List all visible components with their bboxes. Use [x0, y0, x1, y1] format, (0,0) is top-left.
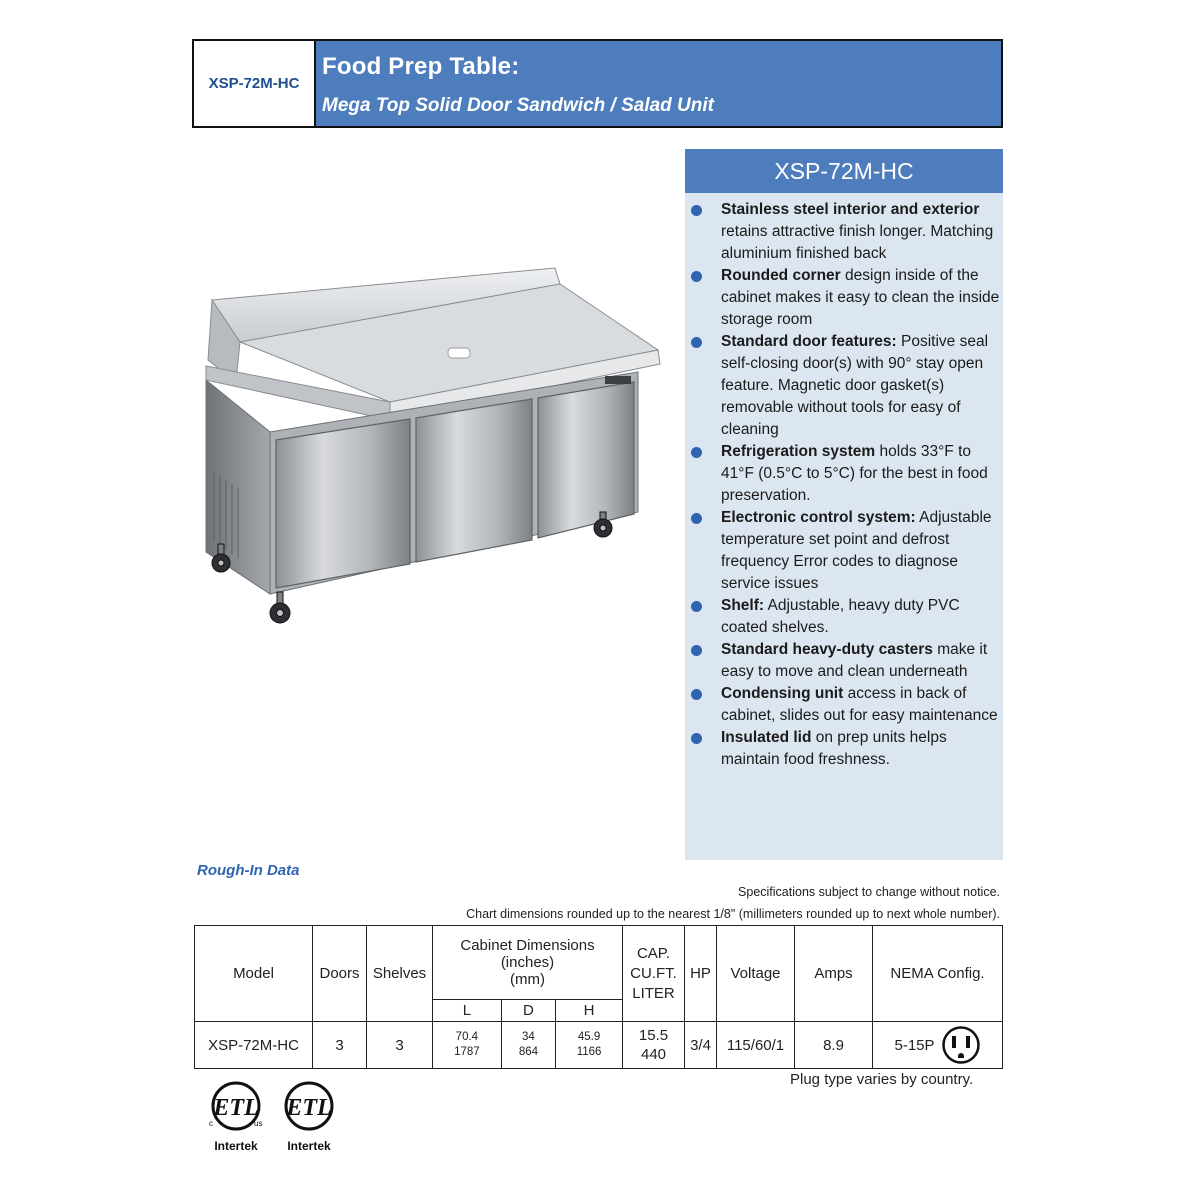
etl-c-label: c: [209, 1119, 213, 1128]
capacity-cuft: 15.5: [638, 1027, 669, 1044]
capacity-cuft-label: CU.FT.: [630, 964, 677, 982]
feature-item: [685, 199, 1001, 265]
page-subtitle: Mega Top Solid Door Sandwich / Salad Unit: [322, 95, 714, 116]
page-title: Food Prep Table:: [322, 53, 520, 80]
length-mm: 1787: [454, 1046, 480, 1058]
capacity-liter: 440: [640, 1046, 667, 1063]
etl-mark-2: ETL: [286, 1095, 332, 1121]
feature-heading: Condensing unit: [721, 685, 844, 702]
plug-type-note: Plug type varies by country.: [790, 1071, 974, 1088]
feature-heading: Shelf:: [721, 597, 765, 614]
col-capacity: [623, 926, 685, 1022]
col-voltage: Voltage: [717, 926, 795, 1022]
length-inches: 70.4: [455, 1031, 479, 1043]
features-heading: XSP-72M-HC: [685, 149, 1003, 193]
feature-heading: Rounded corner: [721, 267, 841, 284]
prep-table-illustration: [200, 262, 670, 634]
cabinet-dimensions-label: Cabinet Dimensions: [460, 937, 595, 954]
height-inches: 45.9: [577, 1031, 601, 1043]
bullet-icon: [691, 733, 702, 744]
capacity-label: CAP.: [636, 944, 671, 962]
bullet-icon: [691, 689, 702, 700]
cell-voltage: 115/60/1: [717, 1022, 795, 1069]
header-title-block: [316, 41, 1001, 126]
feature-text: Positive seal self-closing door(s) with 90° stay open feature. Magnetic door gasket(s) removable without tools for easy of cleaning: [721, 333, 989, 438]
cell-hp: 3/4: [685, 1022, 717, 1069]
bullet-icon: [691, 337, 702, 348]
col-d: D: [501, 1000, 555, 1022]
nema-5-15p-plug-icon: [941, 1025, 981, 1065]
cell-doors: 3: [313, 1022, 367, 1069]
bullet-icon: [691, 601, 702, 612]
cell-shelves: 3: [367, 1022, 433, 1069]
cell-model: XSP-72M-HC: [195, 1022, 313, 1069]
cell-nema: [873, 1022, 1003, 1069]
feature-item: [685, 265, 1001, 331]
feature-heading: Refrigeration system: [721, 443, 876, 460]
cell-amps: 8.9: [795, 1022, 873, 1069]
feature-item: [685, 595, 1001, 639]
col-model: Model: [195, 926, 313, 1022]
col-h: H: [556, 1000, 623, 1022]
cell-depth: [501, 1022, 555, 1069]
feature-text: retains attractive finish longer. Matching aluminium finished back: [721, 223, 994, 262]
header-model-number: XSP-72M-HC: [194, 41, 316, 126]
col-cabinet-dimensions: [433, 926, 623, 1000]
col-amps: Amps: [795, 926, 873, 1022]
features-panel: [685, 149, 1003, 860]
feature-item: [685, 683, 1001, 727]
cabinet-dimensions-mm: (mm): [510, 971, 545, 988]
nema-config-value: 5-15P: [894, 1036, 935, 1054]
feature-item: [685, 507, 1001, 595]
feature-heading: Insulated lid: [721, 729, 812, 746]
feature-item: [685, 639, 1001, 683]
feature-heading: Electronic control system:: [721, 509, 916, 526]
feature-list: [685, 193, 1003, 771]
col-nema: NEMA Config.: [873, 926, 1003, 1022]
spec-change-note: Specifications subject to change without notice.: [738, 885, 1000, 899]
feature-text: Adjustable, heavy duty PVC coated shelves.: [721, 597, 960, 636]
feature-item: [685, 727, 1001, 771]
feature-text: make it easy to move and clean underneath: [721, 641, 988, 680]
height-mm: 1166: [576, 1046, 602, 1058]
cell-height: [556, 1022, 623, 1069]
feature-item: [685, 441, 1001, 507]
dimension-rounding-note: Chart dimensions rounded up to the nearest 1/8" (millimeters rounded up to next whole number).: [466, 907, 1000, 921]
bullet-icon: [691, 205, 702, 216]
etl-sanitation-icon: [279, 1078, 339, 1156]
rough-in-label: Rough-In Data: [197, 862, 300, 879]
etl-c-us-icon: [206, 1078, 266, 1156]
col-shelves: Shelves: [367, 926, 433, 1022]
cell-length: [433, 1022, 502, 1069]
col-hp: HP: [685, 926, 717, 1022]
depth-mm: 864: [518, 1046, 539, 1058]
feature-heading: Standard door features:: [721, 333, 897, 350]
col-l: L: [433, 1000, 502, 1022]
bullet-icon: [691, 447, 702, 458]
feature-text: design inside of the cabinet makes it easy to clean the inside storage room: [721, 267, 1000, 328]
etl-us-label: us: [254, 1119, 263, 1128]
cabinet-dimensions-inches: (inches): [500, 954, 555, 971]
bullet-icon: [691, 271, 702, 282]
rough-in-table: [194, 925, 1003, 1069]
depth-inches: 34: [522, 1031, 535, 1043]
feature-text: holds 33°F to 41°F (0.5°C to 5°C) for the best in food preservation.: [721, 443, 988, 504]
cell-capacity: [623, 1022, 685, 1069]
feature-item: [685, 331, 1001, 441]
capacity-liter-label: LITER: [632, 984, 675, 1002]
header-band: [192, 39, 1003, 128]
intertek-label-2: Intertek: [287, 1139, 331, 1153]
intertek-label-1: Intertek: [214, 1139, 258, 1153]
feature-heading: Standard heavy-duty casters: [721, 641, 933, 658]
feature-text: Adjustable temperature set point and defrost frequency Error codes to diagnose service issues: [721, 509, 992, 592]
bullet-icon: [691, 513, 702, 524]
table-row: [195, 1022, 1003, 1069]
feature-text: access in back of cabinet, slides out for easy maintenance: [721, 685, 998, 724]
feature-heading: Stainless steel interior and exterior: [721, 201, 980, 218]
col-doors: Doors: [313, 926, 367, 1022]
bullet-icon: [691, 645, 702, 656]
feature-text: on prep units helps maintain food freshness.: [721, 729, 947, 768]
etl-mark-1: ETL: [213, 1095, 259, 1121]
